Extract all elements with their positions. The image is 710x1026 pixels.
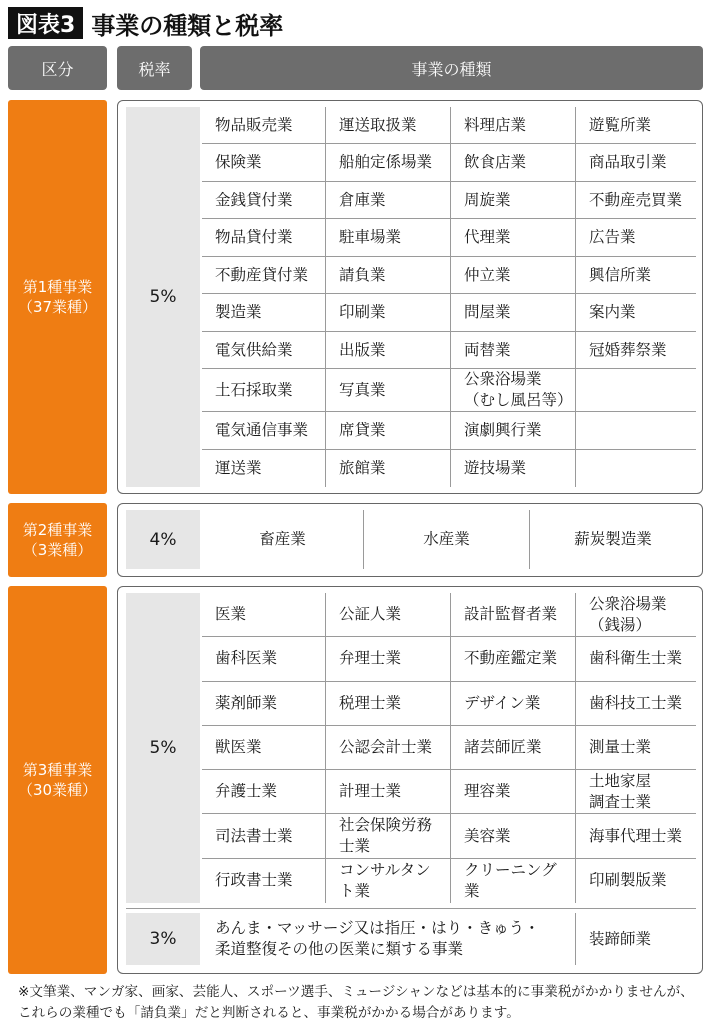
type3-business-cell: 諸芸師匠業 — [450, 726, 575, 770]
type1-business-cell: 飲食店業 — [450, 144, 575, 181]
type1-business-cell: 仲立業 — [450, 257, 575, 294]
type1-business-cell: 金銭貸付業 — [202, 182, 325, 219]
type1-business-cell: 請負業 — [325, 257, 450, 294]
type1-business-cell: 土石採取業 — [202, 369, 325, 412]
category-type3-name: 第3種事業 — [22, 760, 93, 779]
type1-business-cell: 製造業 — [202, 294, 325, 331]
type1-business-cell — [575, 450, 696, 487]
type1-business-cell: 遊技場業 — [450, 450, 575, 487]
type3-business-cell: 公証人業 — [325, 593, 450, 637]
type1-business-cell: 案内業 — [575, 294, 696, 331]
type3-business-cell: 弁護士業 — [202, 770, 325, 814]
category-type1 — [8, 100, 107, 494]
type1-business-cell: 電気供給業 — [202, 332, 325, 369]
header-category: 区分 — [8, 46, 107, 90]
type3-business-cell: 司法書士業 — [202, 814, 325, 858]
type3-business-cell: 薬剤師業 — [202, 682, 325, 726]
type3-business-cell: コンサルタン ト業 — [325, 859, 450, 903]
rate-type3-sub: 3% — [126, 913, 200, 965]
type2-business-cell: 薪炭製造業 — [529, 510, 696, 569]
type2-business-grid — [202, 510, 696, 569]
type3-business-cell: 医業 — [202, 593, 325, 637]
type1-business-cell: 問屋業 — [450, 294, 575, 331]
type1-business-cell: 料理店業 — [450, 107, 575, 144]
category-type2 — [8, 503, 107, 577]
rate-type2: 4% — [126, 510, 200, 569]
figure-label: 図表3 — [8, 7, 83, 39]
type1-business-cell: 不動産貸付業 — [202, 257, 325, 294]
type1-business-cell: 出版業 — [325, 332, 450, 369]
type3-business-cell: 歯科衛生士業 — [575, 637, 696, 681]
type1-business-cell — [575, 412, 696, 449]
type1-business-cell: 電気通信事業 — [202, 412, 325, 449]
type1-business-cell: 席貸業 — [325, 412, 450, 449]
type3-business-cell: クリーニング 業 — [450, 859, 575, 903]
category-type1-name: 第1種事業 — [22, 277, 93, 296]
type1-business-cell: 冠婚葬祭業 — [575, 332, 696, 369]
type1-business-cell: 駐車場業 — [325, 219, 450, 256]
type3-business-cell: 印刷製版業 — [575, 859, 696, 903]
type3-business-cell: 設計監督者業 — [450, 593, 575, 637]
footnote: ※文筆業、マンガ家、画家、芸能人、スポーツ選手、ミュージシャンなどは基本的に事業税がかかりませんが、これらの業種でも「請負業」だと判断されると、事業税がかかる場合があります。 — [18, 984, 694, 1022]
type3-business-cell: 税理士業 — [325, 682, 450, 726]
type3-sub-row — [202, 913, 696, 965]
type3-business-grid — [202, 593, 696, 903]
category-type3-count: （30業種） — [17, 781, 98, 799]
type1-business-cell: 運送取扱業 — [325, 107, 450, 144]
category-type1-count: （37業種） — [17, 298, 98, 316]
type1-business-cell: 商品取引業 — [575, 144, 696, 181]
type1-business-cell: 運送業 — [215, 458, 262, 477]
type3-business-cell: 海事代理士業 — [575, 814, 696, 858]
type3-business-cell: 不動産鑑定業 — [450, 637, 575, 681]
category-type2-count: （3業種） — [22, 541, 93, 559]
type3-business-cell: 美容業 — [450, 814, 575, 858]
type3-sub-item-farrier: 装蹄師業 — [575, 913, 696, 965]
type1-business-cell: 演劇興行業 — [450, 412, 575, 449]
type1-business-cell: 船舶定係場業 — [325, 144, 450, 181]
figure-title: 事業の種類と税率 — [91, 11, 284, 40]
type3-business-cell: 弁理士業 — [325, 637, 450, 681]
type1-business-cell: 物品貸付業 — [202, 219, 325, 256]
type1-business-cell: 興信所業 — [575, 257, 696, 294]
type1-business-cell: 旅館業 — [325, 450, 450, 487]
type3-business-cell: 歯科技工士業 — [575, 682, 696, 726]
type3-business-cell: 公衆浴場業 （銭湯） — [575, 593, 696, 637]
type3-business-cell: 行政書士業 — [215, 871, 293, 890]
type3-business-cell: 計理士業 — [325, 770, 450, 814]
type1-business-cell: 周旋業 — [450, 182, 575, 219]
type1-business-cell: 公衆浴場業 （むし風呂等） — [450, 369, 575, 412]
type1-business-cell: 印刷業 — [325, 294, 450, 331]
type3-business-cell: 歯科医業 — [202, 637, 325, 681]
type1-business-cell: 倉庫業 — [325, 182, 450, 219]
type2-business-cell: 水産業 — [363, 510, 529, 569]
type1-business-cell: 物品販売業 — [202, 107, 325, 144]
type3-business-cell: 獣医業 — [202, 726, 325, 770]
type3-sub-divider — [126, 908, 696, 909]
panel-type2 — [117, 503, 703, 577]
header-rate: 税率 — [117, 46, 192, 90]
type1-business-cell: 不動産売買業 — [575, 182, 696, 219]
type3-sub-item-massage: あんま・マッサージ又は指圧・はり・きゅう・ 柔道整復その他の医業に類する事業 — [215, 919, 540, 958]
type1-business-cell: 広告業 — [575, 219, 696, 256]
type1-business-cell: 保険業 — [202, 144, 325, 181]
type3-business-cell: 理容業 — [450, 770, 575, 814]
type1-business-cell: 両替業 — [450, 332, 575, 369]
figure-title-row — [8, 6, 283, 40]
rate-type3-main: 5% — [126, 593, 200, 903]
type1-business-grid — [202, 107, 696, 487]
type1-business-cell: 写真業 — [325, 369, 450, 412]
header-business-types: 事業の種類 — [200, 46, 703, 90]
panel-type3 — [117, 586, 703, 974]
category-type3 — [8, 586, 107, 974]
rate-type1: 5% — [126, 107, 200, 487]
panel-type1 — [117, 100, 703, 494]
type3-business-cell: 土地家屋 調査士業 — [575, 770, 696, 814]
type3-business-cell: 公認会計士業 — [325, 726, 450, 770]
type1-business-cell — [575, 369, 696, 412]
type2-business-cell: 畜産業 — [259, 530, 306, 549]
type3-business-cell: 社会保険労務 士業 — [325, 814, 450, 858]
type3-business-cell: デザイン業 — [450, 682, 575, 726]
type3-business-cell: 測量士業 — [575, 726, 696, 770]
type1-business-cell: 遊覧所業 — [575, 107, 696, 144]
type1-business-cell: 代理業 — [450, 219, 575, 256]
category-type2-name: 第2種事業 — [22, 520, 93, 539]
